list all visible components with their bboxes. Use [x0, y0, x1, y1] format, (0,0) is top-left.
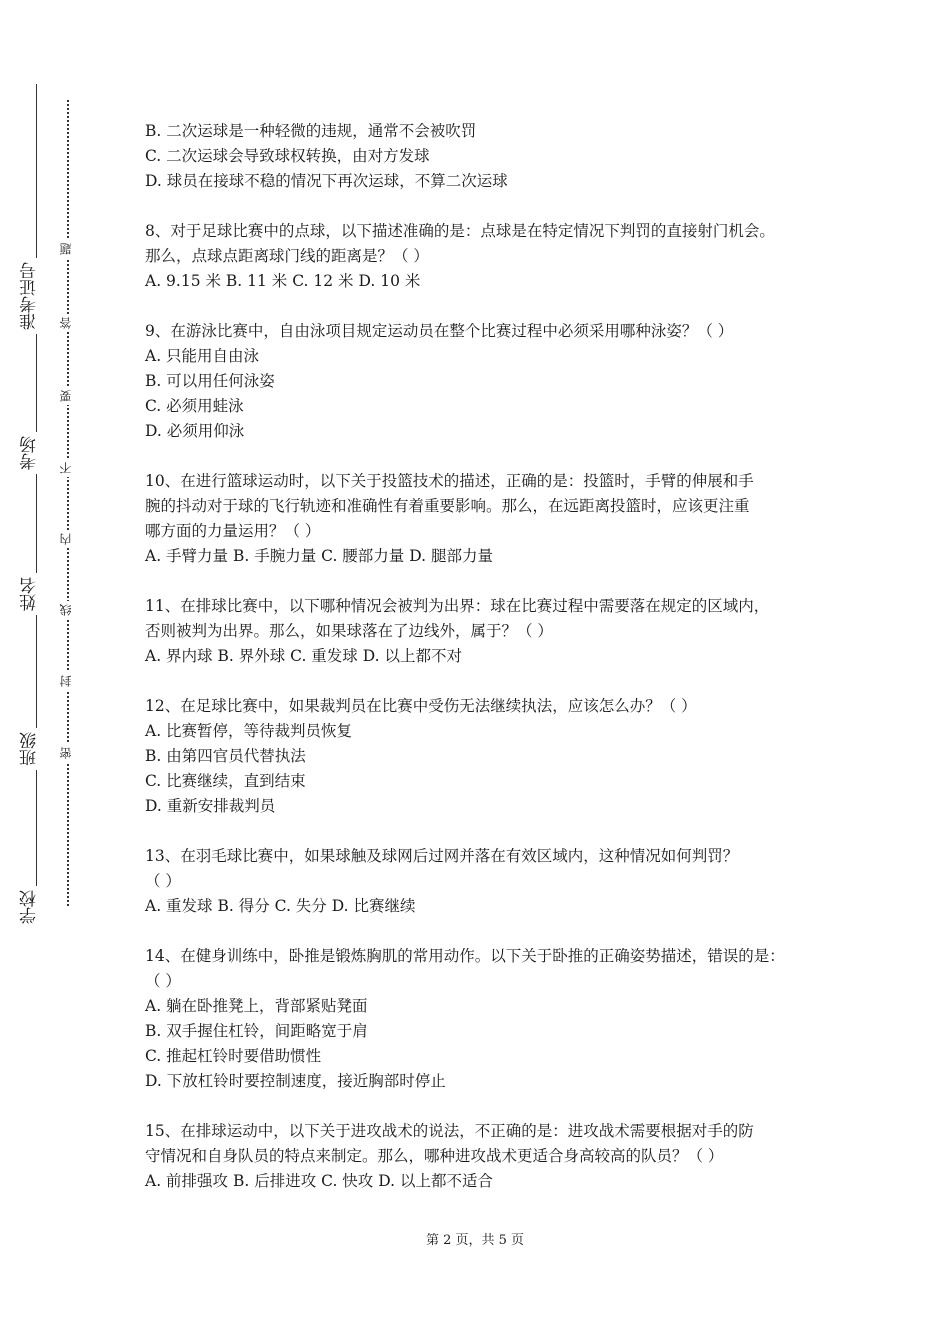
option: C. 必须用蛙泳 — [145, 397, 244, 415]
option: A. 9.15 米 B. 11 米 C. 12 米 D. 10 米 — [145, 272, 421, 290]
question-stem: 腕的抖动对于球的飞行轨迹和准确性有着重要影响。那么，在远距离投篮时，应该更注重 — [145, 497, 750, 515]
seal-char: 不 — [60, 459, 72, 477]
question-stem: 10、在进行篮球运动时，以下关于投篮技术的描述，正确的是：投篮时，手臂的伸展和手 — [145, 472, 754, 490]
option: A. 只能用自由泳 — [145, 347, 260, 365]
option: D. 下放杠铃时要控制速度，接近胸部时停止 — [145, 1072, 446, 1090]
option: C. 二次运球会导致球权转换，由对方发球 — [145, 147, 430, 165]
option: C. 比赛继续，直到结束 — [145, 772, 306, 790]
question-stem: 11、在排球比赛中，以下哪种情况会被判为出界：球在比赛过程中需要落在规定的区域内， — [145, 597, 770, 615]
exam-content — [145, 119, 825, 1194]
question-7-options — [145, 119, 825, 194]
option: B. 双手握住杠铃，间距略宽于肩 — [145, 1022, 368, 1040]
question-11 — [145, 594, 825, 669]
option: D. 重新安排裁判员 — [145, 797, 276, 815]
option: A. 界内球 B. 界外球 C. 重发球 D. 以上都不对 — [145, 647, 462, 665]
question-9 — [145, 319, 825, 444]
question-stem: （ ） — [145, 872, 181, 890]
seal-char: 要 — [60, 387, 72, 405]
field-label-school: 学校 — [22, 886, 39, 928]
option: D. 球员在接球不稳的情况下再次运球，不算二次运球 — [145, 172, 508, 190]
question-8 — [145, 219, 825, 294]
option: D. 必须用仰泳 — [145, 422, 245, 440]
option: A. 躺在卧推凳上，背部紧贴凳面 — [145, 997, 368, 1015]
question-stem: 守情况和自身队员的特点来制定。那么，哪种进攻战术更适合身高较高的队员？（ ） — [145, 1147, 724, 1165]
option: A. 前排强攻 B. 后排进攻 C. 快攻 D. 以上都不适合 — [145, 1172, 493, 1190]
option: B. 由第四官员代替执法 — [145, 747, 306, 765]
question-stem: 15、在排球运动中，以下关于进攻战术的说法，不正确的是：进攻战术需要根据对手的防 — [145, 1122, 754, 1140]
seal-char: 封 — [60, 672, 72, 690]
binding-solid-line — [36, 84, 37, 920]
binding-dotted-line — [67, 100, 69, 906]
field-label-exam-room: 考场 — [22, 432, 39, 474]
question-stem: 13、在羽毛球比赛中，如果球触及球网后过网并落在有效区域内，这种情况如何判罚？ — [145, 847, 739, 865]
question-stem: 那么，点球点距离球门线的距离是？（ ） — [145, 247, 429, 265]
seal-char: 题 — [60, 240, 72, 258]
question-12 — [145, 694, 825, 819]
question-13 — [145, 844, 825, 919]
seal-char: 密 — [60, 744, 72, 762]
seal-char: 线 — [60, 601, 72, 619]
question-stem: 哪方面的力量运用？（ ） — [145, 522, 321, 540]
question-10 — [145, 469, 825, 569]
question-stem: 否则被判为出界。那么，如果球落在了边线外，属于？（ ） — [145, 622, 553, 640]
option: A. 手臂力量 B. 手腕力量 C. 腰部力量 D. 腿部力量 — [145, 547, 493, 565]
option: B. 可以用任何泳姿 — [145, 372, 275, 390]
seal-char: 答 — [60, 314, 72, 332]
question-stem: 8、对于足球比赛中的点球，以下描述准确的是：点球是在特定情况下判罚的直接射门机会。 — [145, 222, 775, 240]
field-label-exam-id: 准考证号 — [22, 258, 39, 334]
question-stem: 12、在足球比赛中，如果裁判员在比赛中受伤无法继续执法，应该怎么办？（ ） — [145, 697, 697, 715]
question-15 — [145, 1119, 825, 1194]
question-stem: 9、在游泳比赛中，自由泳项目规定运动员在整个比赛过程中必须采用哪种泳姿？（ ） — [145, 322, 734, 340]
option: C. 推起杠铃时要借助惯性 — [145, 1047, 322, 1065]
option: A. 重发球 B. 得分 C. 失分 D. 比赛继续 — [145, 897, 416, 915]
option: B. 二次运球是一种轻微的违规，通常不会被吹罚 — [145, 122, 477, 140]
page-footer: 第 2 页，共 5 页 — [425, 1233, 525, 1248]
field-label-class: 班级 — [22, 728, 39, 770]
seal-char: 内 — [60, 530, 72, 548]
question-14 — [145, 944, 825, 1094]
option: A. 比赛暂停，等待裁判员恢复 — [145, 722, 353, 740]
question-stem: 14、在健身训练中，卧推是锻炼胸肌的常用动作。以下关于卧推的正确姿势描述，错误的是： — [145, 947, 785, 965]
field-label-name: 姓名 — [22, 573, 39, 615]
question-stem: （ ） — [145, 972, 181, 990]
